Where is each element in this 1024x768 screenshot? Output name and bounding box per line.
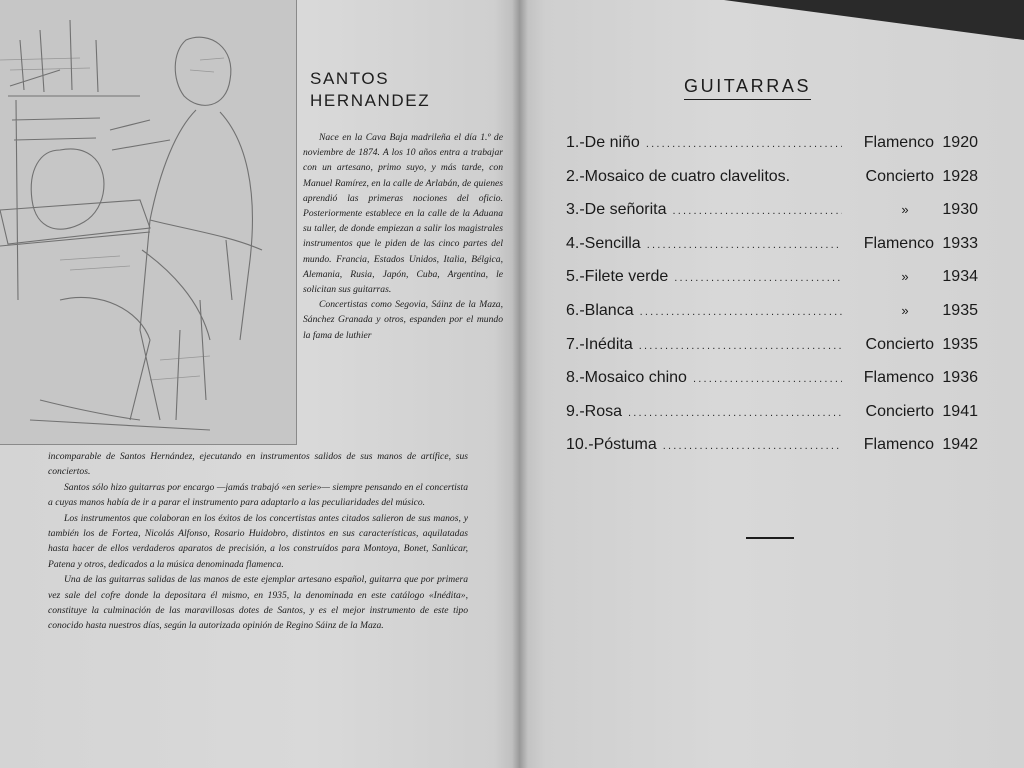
bio-paragraph: Santos sólo hizo guitarras por encargo —jamás trabajó «en serie»— siempre pensando en el concertista a cuyas manos había de ir a parar el instrumento para adaptarlo a las peculiaridades del músico. xyxy=(48,481,468,509)
guitar-year: 1936 xyxy=(942,369,978,387)
bio-paragraph: Los instrumentos que colaboran en los éxitos de los concertistas antes citados salieron de sus manos, y también los de Fortea, Nicolás Alfonso, Rosario Huidobro, distintos en sus características, aquilatadas hasta hacer de ellos verdaderos aparatos de precisión, a los construídos para Montoya, Bonet, Sanlúcar, Patena y otros, dedicados a la música denominada flamenca. xyxy=(48,512,468,570)
guitar-year: 1935 xyxy=(942,301,978,319)
guitar-type: Flamenco xyxy=(863,369,934,387)
guitar-type: Concierto xyxy=(865,335,934,353)
guitar-name: 2.-Mosaico de cuatro clavelitos. xyxy=(566,167,791,185)
guitar-year: 1942 xyxy=(942,436,978,454)
guitar-name: 3.-De señorita xyxy=(566,201,667,219)
bio-title-first-name: SANTOS xyxy=(310,69,390,88)
bio-wide-column xyxy=(48,449,468,634)
dot-leader xyxy=(639,340,842,352)
dot-leader xyxy=(628,407,842,419)
guitar-type: Flamenco xyxy=(863,234,934,252)
guitar-type: Concierto xyxy=(865,402,934,420)
guitar-list-item xyxy=(566,201,978,235)
guitar-type: » xyxy=(901,302,909,318)
bio-paragraph: Nace en la Cava Baja madrileña el día 1.º de noviembre de 1874. A los 10 años entra a trabajar con un artesano, primo suyo, y más tarde, con Manuel Ramírez, en la calle de Arlabán, de quienes aprendió las primeras nociones del oficio. Posteriormente establece en la calle de la Aduana su taller, de donde empiezan a salir los magistrales instrumentos que le piden de las cinco partes del mundo. Francia, Estados Unidos, Italia, Bélgica, Alemania, Rusia, Japón, Cuba, Argentina, le solicitan sus guitarras. xyxy=(303,132,503,296)
guitar-name: 8.-Mosaico chino xyxy=(566,369,687,387)
guitar-name: 1.-De niño xyxy=(566,134,640,151)
guitar-list-item xyxy=(566,268,978,302)
guitar-type: Flamenco xyxy=(863,134,934,151)
guitar-year: 1920 xyxy=(942,134,978,151)
bio-paragraph: Concertistas como Segovia, Sáinz de la Maza, Sánchez Granada y otros, espanden por el mundo la fama de luthier xyxy=(303,299,503,341)
guitar-list-item xyxy=(566,134,978,168)
guitar-name: 5.-Filete verde xyxy=(566,268,669,286)
dot-leader xyxy=(646,138,842,150)
guitar-name: 4.-Sencilla xyxy=(566,234,641,252)
dot-leader xyxy=(693,373,842,385)
guitar-list-item xyxy=(566,336,978,370)
bio-paragraph: Una de las guitarras salidas de las manos de este ejemplar artesano español, guitarra que por primera vez sale del cofre donde la depositara él mismo, en 1935, la denominada en este catálogo «Inédita», constituye la culminación de las maravillosas dotes de Santos, y es el mejor instrumento de este tipo conocido hasta nuestros días, según la autorizada opinión de Regino Sáinz de la Maza. xyxy=(48,574,468,632)
page-corner xyxy=(724,0,1024,40)
guitar-list-item xyxy=(566,302,978,336)
guitar-name: 9.-Rosa xyxy=(566,402,623,420)
guitar-list-item xyxy=(566,168,978,202)
dot-leader xyxy=(674,272,842,284)
guitar-year: 1930 xyxy=(942,201,978,219)
catalog-title: GUITARRAS xyxy=(684,76,811,100)
guitar-list-item xyxy=(566,436,978,470)
guitar-name: 10.-Póstuma xyxy=(566,436,657,454)
bio-title xyxy=(310,68,510,112)
end-rule-divider xyxy=(746,537,794,539)
page-fold xyxy=(512,0,528,768)
guitar-type: Flamenco xyxy=(863,436,934,454)
guitar-list xyxy=(566,134,978,470)
guitar-year: 1935 xyxy=(942,335,978,353)
guitar-year: 1941 xyxy=(942,402,978,420)
luthier-sketch-illustration xyxy=(0,0,297,445)
dot-leader xyxy=(673,205,843,217)
guitar-list-item xyxy=(566,403,978,437)
guitar-year: 1928 xyxy=(942,167,978,185)
dot-leader xyxy=(640,306,842,318)
guitar-year: 1934 xyxy=(942,268,978,286)
bio-narrow-column xyxy=(303,130,503,343)
guitar-name: 7.-Inédita xyxy=(566,335,633,353)
bio-title-last-name: HERNANDEZ xyxy=(310,91,431,110)
guitar-type: » xyxy=(901,269,909,285)
guitar-year: 1933 xyxy=(942,234,978,252)
dot-leader xyxy=(663,440,842,452)
guitar-list-item xyxy=(566,235,978,269)
guitar-name: 6.-Blanca xyxy=(566,301,634,319)
bio-paragraph: incomparable de Santos Hernández, ejecutando en instrumentos salidos de sus manos de artífice, sus conciertos. xyxy=(48,451,468,478)
guitar-type: Concierto xyxy=(865,167,934,185)
guitar-list-item xyxy=(566,369,978,403)
dot-leader xyxy=(647,239,842,251)
guitar-type: » xyxy=(901,202,909,218)
